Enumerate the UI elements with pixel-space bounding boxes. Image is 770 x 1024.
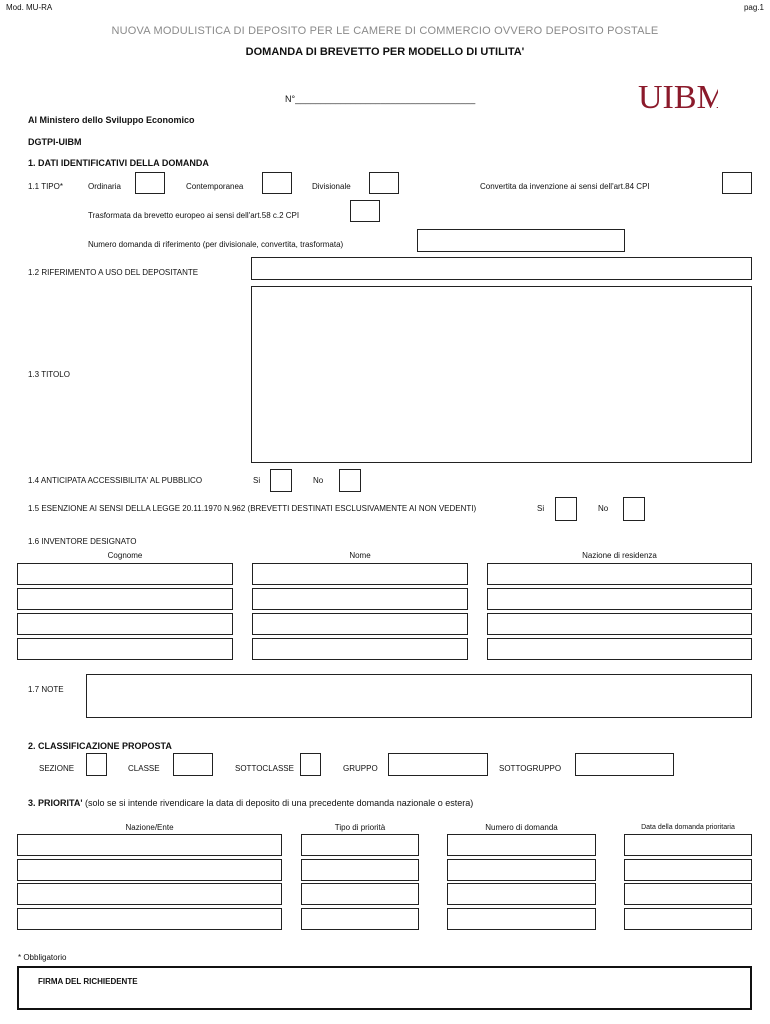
priority-col-nazione: Nazione/Ente [125,823,174,832]
contemporanea-checkbox[interactable] [262,172,292,194]
titolo-label: 1.3 TITOLO [28,370,70,379]
inventor-nome-input[interactable] [252,613,468,635]
priority-tipo-input[interactable] [301,908,419,930]
signature-field[interactable] [17,966,752,1010]
priority-tipo-input[interactable] [301,883,419,905]
application-number-field[interactable]: N°____________________________________ [285,94,476,104]
trasformata-label: Trasformata da brevetto europeo ai sensi dell'art.58 c.2 CPI [88,211,300,220]
note-input[interactable] [86,674,752,718]
priority-col-tipo: Tipo di priorità [334,823,386,832]
anticipata-si-label: Si [253,476,261,485]
gruppo-label: GRUPPO [343,764,378,773]
anticipata-si-checkbox[interactable] [270,469,292,492]
inventor-col-nome: Nome [349,551,371,560]
priority-numero-input[interactable] [447,859,596,881]
esenzione-no-label: No [598,504,609,513]
esenzione-si-label: Si [537,504,545,513]
addressee-ministry: Al Ministero dello Sviluppo Economico [28,115,195,125]
note-label: 1.7 NOTE [28,685,64,694]
priority-data-input[interactable] [624,883,752,905]
priority-data-input[interactable] [624,908,752,930]
addressee-office: DGTPI-UIBM [28,137,82,147]
inventor-nazione-input[interactable] [487,563,752,585]
convertita-checkbox[interactable] [722,172,752,194]
numero-riferimento-label: Numero domanda di riferimento (per divisionale, convertita, trasformata) [88,240,344,249]
inventor-nazione-input[interactable] [487,588,752,610]
inventor-cognome-input[interactable] [17,563,233,585]
form-code: Mod. MU-RA [6,3,53,12]
priority-numero-input[interactable] [447,908,596,930]
sottoclasse-input[interactable] [300,753,321,776]
trasformata-checkbox[interactable] [350,200,380,222]
page-number: pag.1 [743,3,764,12]
titolo-input[interactable] [251,286,752,463]
sottogruppo-input[interactable] [575,753,674,776]
anticipata-label: 1.4 ANTICIPATA ACCESSIBILITA' AL PUBBLICO [28,476,203,485]
mandatory-note: * Obbligatorio [18,953,67,962]
header-subtitle: NUOVA MODULISTICA DI DEPOSITO PER LE CAMERE DI COMMERCIO OVVERO DEPOSITO POSTALE [111,25,659,37]
priority-data-input[interactable] [624,859,752,881]
sezione-input[interactable] [86,753,107,776]
ordinaria-label: Ordinaria [88,182,121,191]
sottoclasse-label: SOTTOCLASSE [235,764,294,773]
esenzione-si-checkbox[interactable] [555,497,577,521]
classe-input[interactable] [173,753,213,776]
numero-riferimento-input[interactable] [417,229,625,252]
inventor-nome-input[interactable] [252,588,468,610]
contemporanea-label: Contemporanea [186,182,244,191]
inventor-nome-input[interactable] [252,563,468,585]
divisionale-checkbox[interactable] [369,172,399,194]
classe-label: CLASSE [128,764,160,773]
priority-tipo-input[interactable] [301,834,419,856]
esenzione-no-checkbox[interactable] [623,497,645,521]
priority-col-data: Data della domanda prioritaria [641,824,735,831]
esenzione-label: 1.5 ESENZIONE AI SENSI DELLA LEGGE 20.11.1970 N.962 (BREVETTI DESTINATI ESCLUSIVAMENTE AI NON VEDENTI) [28,504,477,513]
riferimento-input[interactable] [251,257,752,280]
inventor-nazione-input[interactable] [487,638,752,660]
sottogruppo-label: SOTTOGRUPPO [499,764,562,773]
inventor-cognome-input[interactable] [17,588,233,610]
priority-numero-input[interactable] [447,834,596,856]
inventore-label: 1.6 INVENTORE DESIGNATO [28,537,137,546]
section3-title: 3. PRIORITA' [28,798,83,808]
inventor-nazione-input[interactable] [487,613,752,635]
anticipata-no-label: No [313,476,324,485]
section1-title: 1. DATI IDENTIFICATIVI DELLA DOMANDA [28,158,209,168]
priority-nazione-input[interactable] [17,908,282,930]
priority-data-input[interactable] [624,834,752,856]
priority-nazione-input[interactable] [17,834,282,856]
priority-col-numero: Numero di domanda [485,823,558,832]
ordinaria-checkbox[interactable] [135,172,165,194]
riferimento-label: 1.2 RIFERIMENTO A USO DEL DEPOSITANTE [28,268,199,277]
priority-tipo-input[interactable] [301,859,419,881]
section2-title: 2. CLASSIFICAZIONE PROPOSTA [28,741,172,751]
priority-numero-input[interactable] [447,883,596,905]
inventor-col-cognome: Cognome [107,551,143,560]
priority-nazione-input[interactable] [17,883,282,905]
page-title: DOMANDA DI BREVETTO PER MODELLO DI UTILITA' [245,46,525,58]
logo-text: UIBM [638,80,718,112]
sezione-label: SEZIONE [39,764,75,773]
priority-nazione-input[interactable] [17,859,282,881]
inventor-col-nazione: Nazione di residenza [582,551,657,560]
inventor-cognome-input[interactable] [17,638,233,660]
inventor-nome-input[interactable] [252,638,468,660]
divisionale-label: Divisionale [312,182,351,191]
tipo-label: 1.1 TIPO* [28,182,63,191]
section3-title-line [28,798,473,808]
signature-label: FIRMA DEL RICHIEDENTE [38,977,138,986]
convertita-label: Convertita da invenzione ai sensi dell'art.84 CPI [480,182,650,191]
anticipata-no-checkbox[interactable] [339,469,361,492]
inventor-cognome-input[interactable] [17,613,233,635]
gruppo-input[interactable] [388,753,488,776]
section3-subtitle: (solo se si intende rivendicare la data di deposito di una precedente domanda nazionale o estera) [82,798,474,808]
uibm-logo [638,80,718,112]
